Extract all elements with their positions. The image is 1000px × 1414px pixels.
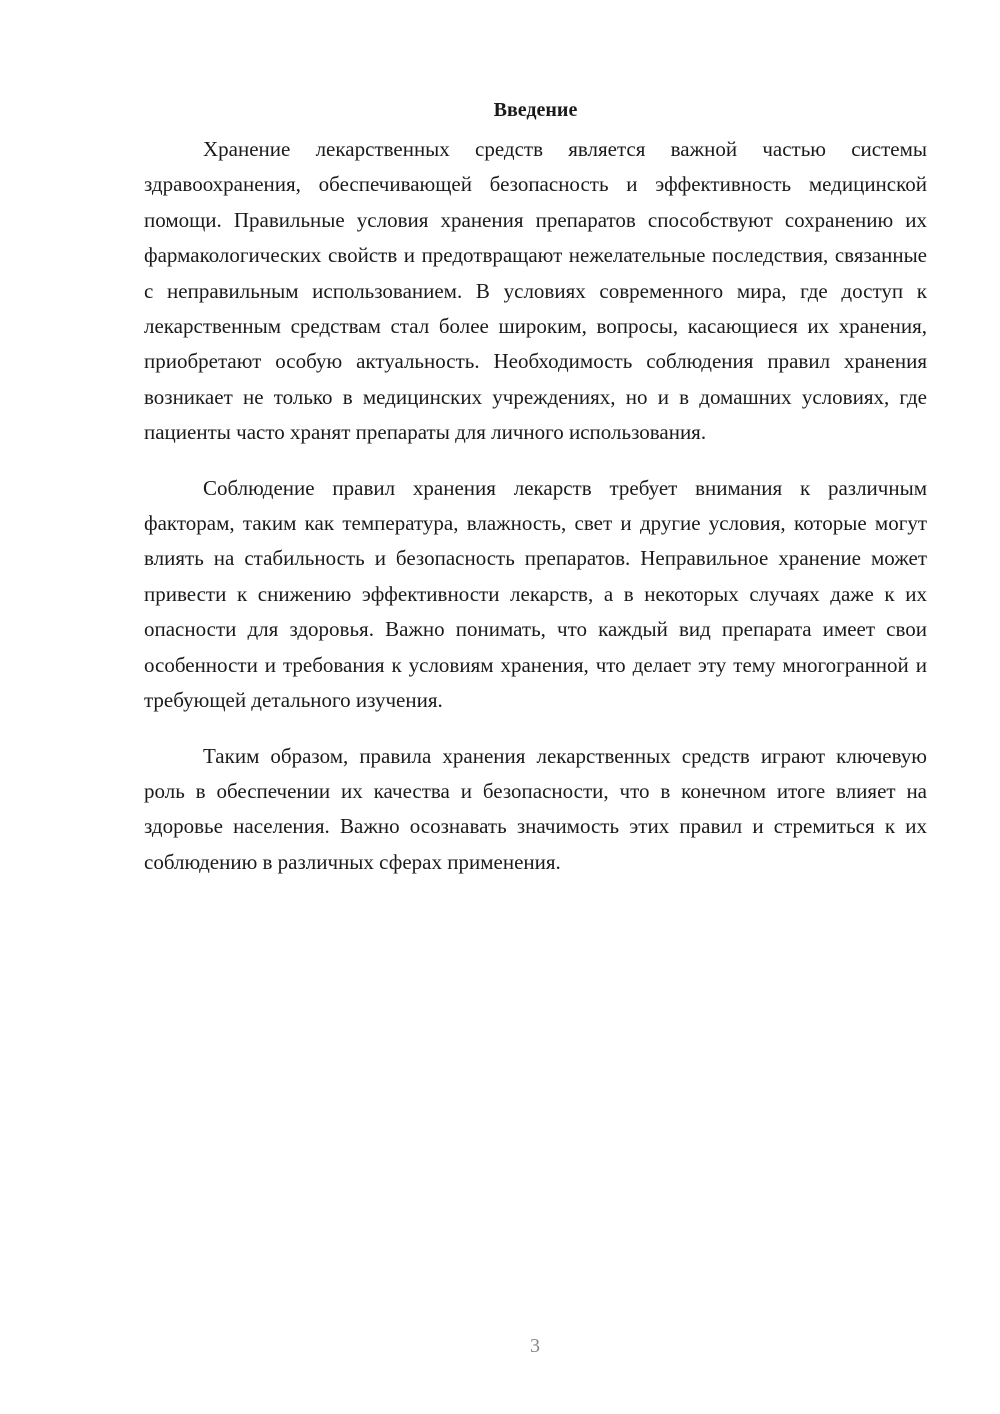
- paragraph-1: Хранение лекарственных средств является важной частью системы здравоохранения, обеспечивающей безопасность и эффективность медицинской помощи. Правильные условия хранения препаратов способствуют сохранению их фармакологических свойств и предотвращают нежелательные последствия, связанные с неправильным использованием. В условиях современного мира, где доступ к лекарственным средствам стал более широким, вопросы, касающиеся их хранения, приобретают особую актуальность. Необходимость соблюдения правил хранения возникает не только в медицинских учреждениях, но и в домашних условиях, где пациенты часто хранят препараты для личного использования.: [144, 137, 927, 445]
- page-number: 3: [530, 1335, 540, 1357]
- paragraph-2: Соблюдение правил хранения лекарств требует внимания к различным факторам, таким как температура, влажность, свет и другие условия, которые могут влиять на стабильность и безопасность препаратов. Неправильное хранение может привести к снижению эффективности лекарств, а в некоторых случаях даже к их опасности для здоровья. Важно понимать, что каждый вид препарата имеет свои особенности и требования к условиям хранения, что делает эту тему многогранной и требующей детального изучения.: [144, 475, 927, 713]
- page-content: [144, 92, 927, 900]
- section-title: Введение: [493, 99, 578, 121]
- paragraph-3: Таким образом, правила хранения лекарственных средств играют ключевую роль в обеспечении их качества и безопасности, что в конечном итоге влияет на здоровье населения. Важно осознавать значимость этих правил и стремиться к их соблюдению в различных сферах применения.: [144, 743, 927, 874]
